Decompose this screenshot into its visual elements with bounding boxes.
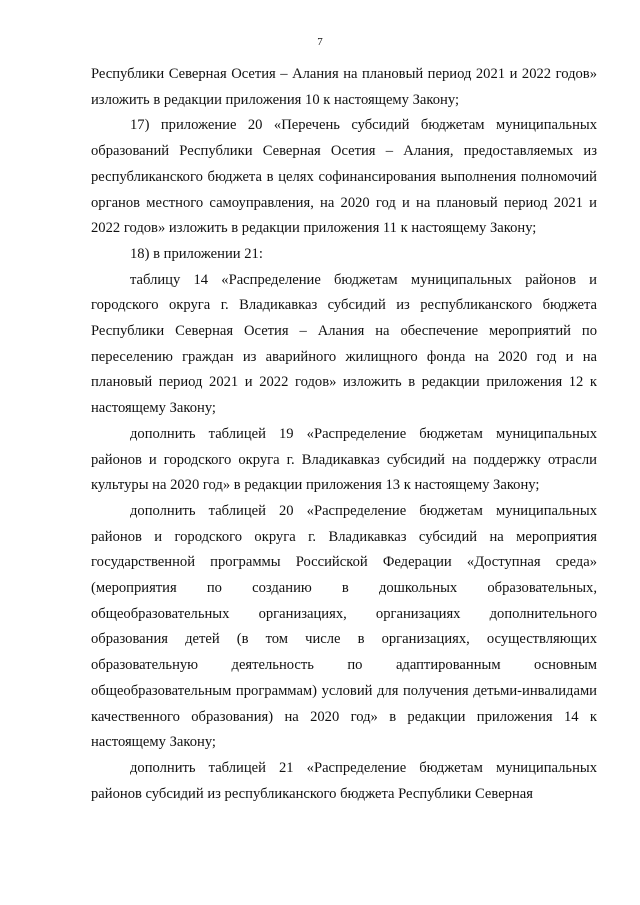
paragraph-item-18: 18) в приложении 21: <box>130 245 263 262</box>
paragraph-table-14: таблицу 14 «Распределение бюджетам муниципальных районов и городского округа г. Владикавказ субсидий из республиканского бюджета Республики Северная Осетия – Алания на обеспечение мероприятий по переселению граждан из аварийного жилищного фонда на 2020 год и на плановый период 2021 и 2022 годов» изложить в редакции приложения 12 к настоящему Закону; <box>91 271 597 417</box>
paragraph-table-20: дополнить таблицей 20 «Распределение бюджетам муниципальных районов и городского округа г. Владикавказ субсидий на мероприятия государственной программы Российской Федерации «Доступная среда» (мероприятия по созданию в дошкольных образовательных, общеобразовательных организациях, организациях дополнительного образования детей (в том числе в организациях, осуществляющих образовательную деятельность по адаптированным основным общеобразовательным программам) условий для получения детьми-инвалидами качественного образования) на 2020 год» в редакции приложения 14 к настоящему Закону; <box>91 502 597 751</box>
paragraph-table-21: дополнить таблицей 21 «Распределение бюджетам муниципальных районов субсидий из республиканского бюджета Республики Северная <box>91 759 597 802</box>
paragraph-table-19: дополнить таблицей 19 «Распределение бюджетам муниципальных районов и городского округа г. Владикавказ субсидий на поддержку отрасли культуры на 2020 год» в редакции приложения 13 к настоящему Закону; <box>91 425 597 494</box>
paragraph-continuation: Республики Северная Осетия – Алания на плановый период 2021 и 2022 годов» изложить в редакции приложения 10 к настоящему Закону; <box>91 66 597 108</box>
page-number: 7 <box>317 36 323 48</box>
paragraph-item-17: 17) приложение 20 «Перечень субсидий бюджетам муниципальных образований Республики Северная Осетия – Алания, предоставляемых из республиканского бюджета в целях софинансирования выполнения полномочий органов местного самоуправления, на 2020 год и на плановый период 2021 и 2022 годов» изложить в редакции приложения 11 к настоящему Закону; <box>91 117 597 237</box>
document-body <box>91 62 597 807</box>
